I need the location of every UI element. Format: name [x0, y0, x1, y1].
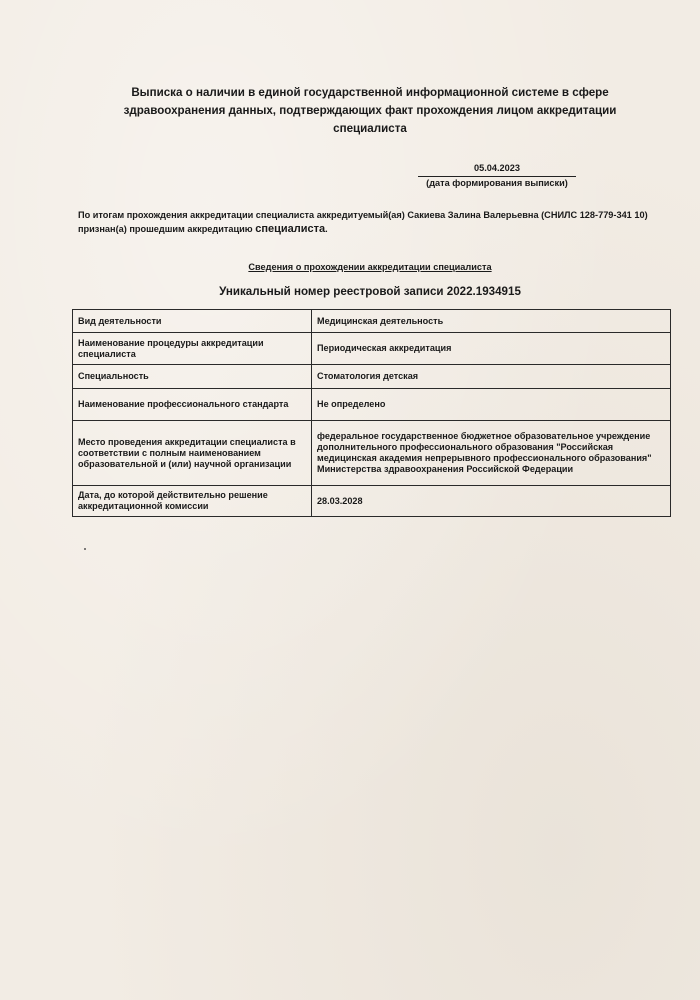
statement-end: специалиста	[255, 223, 326, 235]
row-label: Вид деятельности	[73, 310, 312, 333]
formation-date-caption: (дата формирования выписки)	[426, 178, 568, 188]
table-row	[73, 333, 671, 365]
formation-date: 05.04.2023	[418, 162, 576, 177]
scan-speck	[84, 548, 86, 550]
row-label: Дата, до которой действительно решение аккредитационной комиссии	[73, 486, 312, 517]
statement-text: По итогам прохождения аккредитации специалиста аккредитуемый(ая) Сакиева Залина Валерьевна (СНИЛС 128-779-341 10) признан(а) прошедшим аккредитацию	[78, 210, 648, 234]
table-row	[73, 389, 671, 421]
section-heading: Сведения о прохождении аккредитации специалиста	[248, 262, 492, 272]
table-row	[73, 310, 671, 333]
date-block	[418, 162, 576, 190]
row-value: Периодическая аккредитация	[312, 333, 671, 365]
table-row	[73, 365, 671, 389]
row-label: Наименование процедуры аккредитации специалиста	[73, 333, 312, 365]
row-value: Не определено	[312, 389, 671, 421]
row-label: Наименование профессионального стандарта	[73, 389, 312, 421]
row-label: Специальность	[73, 365, 312, 389]
row-value: Стоматология детская	[312, 365, 671, 389]
row-label: Место проведения аккредитации специалиста в соответствии с полным наименованием образовательной и (или) научной организации	[73, 421, 312, 486]
table-row	[73, 486, 671, 517]
registry-number: Уникальный номер реестровой записи 2022.1934915	[219, 285, 521, 298]
accreditation-table	[72, 309, 671, 517]
table-row	[73, 421, 671, 486]
row-value: федеральное государственное бюджетное образовательное учреждение дополнительного профессионального образования "Российская медицинская академия непрерывного профессионального образования" Министерства здравоохранения Российской Федерации	[312, 421, 671, 486]
accreditation-statement: По итогам прохождения аккредитации специалиста аккредитуемый(ая) Сакиева Залина Валерьевна (СНИЛС 128-779-341 10) признан(а) прошедшим аккредитацию специалиста.	[78, 210, 648, 235]
document-title: Выписка о наличии в единой государственной информационной системе в сфере здравоохранения данных, подтверждающих факт прохождения лицом аккредитации специалиста	[123, 86, 617, 135]
row-value: Медицинская деятельность	[312, 310, 671, 333]
row-value: 28.03.2028	[312, 486, 671, 517]
